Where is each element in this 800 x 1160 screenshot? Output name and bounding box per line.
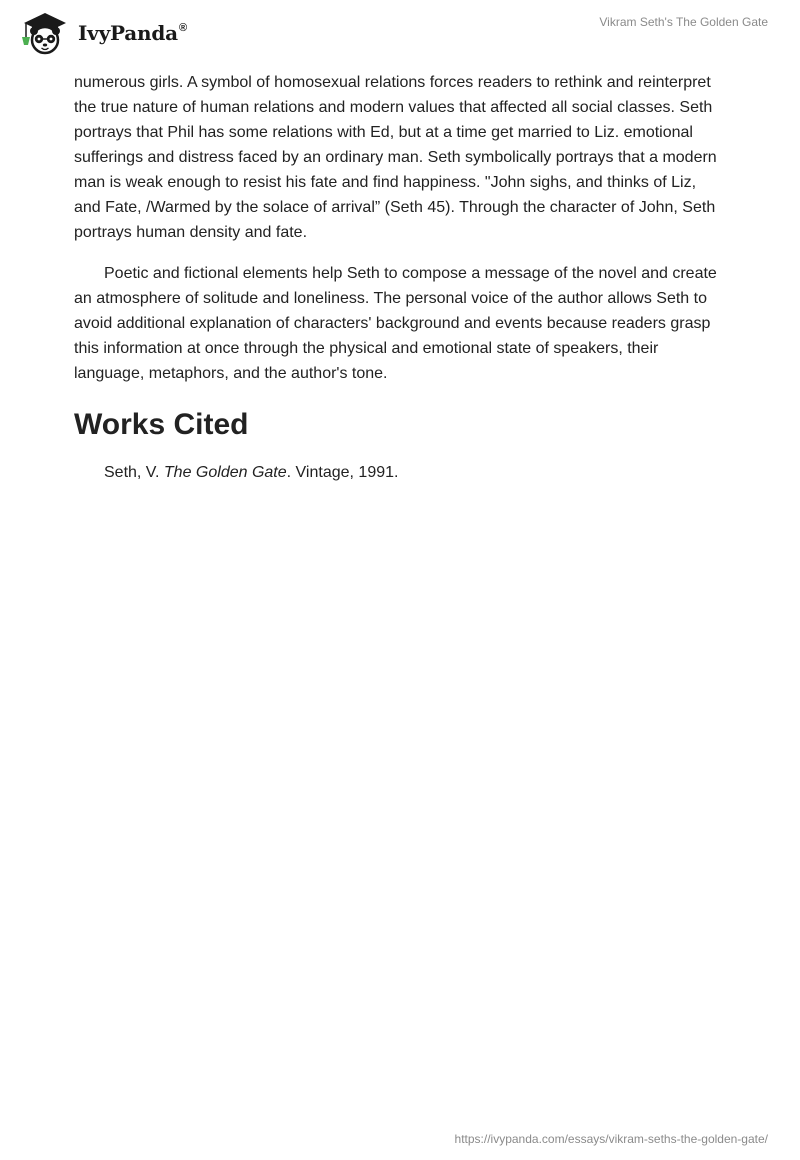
citation-entry	[104, 460, 726, 485]
running-title: Vikram Seth's The Golden Gate	[599, 15, 768, 29]
citation-publisher: . Vintage, 1991.	[286, 464, 399, 481]
body-paragraph-2: Poetic and fictional elements help Seth to compose a message of the novel and create an atmosphere of solitude and loneliness. The personal voice of the author allows Seth to avoid additional explanation of characters' background and events because readers grasp this information at once through the physical and emotional state of speakers, their language, metaphors, and the author's tone.	[74, 265, 717, 382]
page-header	[0, 0, 800, 60]
registered-mark: ®	[178, 22, 187, 34]
panda-graduate-logo-icon	[16, 9, 74, 55]
source-url-link[interactable]: https://ivypanda.com/essays/vikram-seths-the-golden-gate/	[454, 1132, 768, 1146]
works-cited-heading: Works Cited	[74, 408, 249, 441]
citation-title: The Golden Gate	[163, 464, 287, 481]
citation-author: Seth, V.	[104, 464, 164, 481]
logo-wordmark	[78, 21, 187, 45]
logo-text: IvyPanda	[78, 21, 178, 45]
body-paragraph-1: numerous girls. A symbol of homosexual relations forces readers to rethink and reinterpret the true nature of human relations and modern values that affected all social classes. Seth portrays that Phil has some relations with Ed, but at a time get married to Liz. emotional sufferings and distress faced by an ordinary man. Seth symbolically portrays that a modern man is weak enough to resist his fate and find happiness. "John sighs, and thinks of Liz, and Fate, /Warmed by the solace of arrival” (Seth 45). Through the character of John, Seth portrays human density and fate.	[74, 74, 717, 241]
ivypanda-logo[interactable]	[16, 8, 187, 56]
essay-content	[74, 70, 726, 485]
